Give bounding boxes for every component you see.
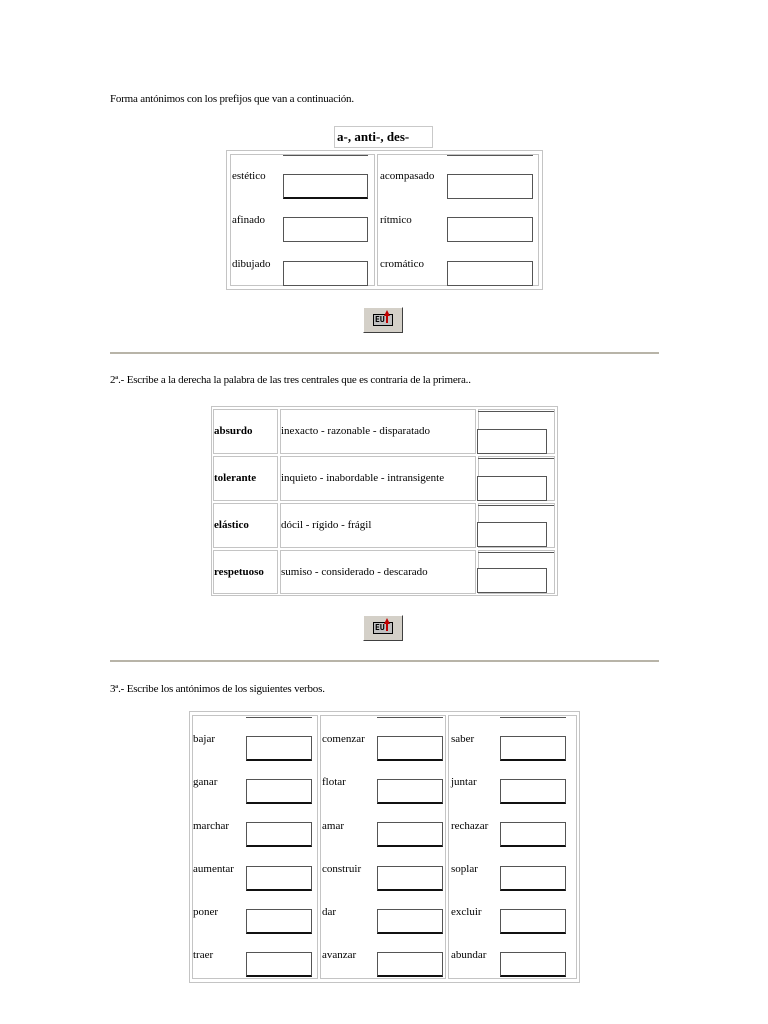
answer-input[interactable] <box>477 522 547 547</box>
answer-input[interactable] <box>477 429 547 454</box>
verb-label: bajar <box>193 733 215 745</box>
row-options: sumiso - considerado - descarado <box>281 566 428 578</box>
check-answers-icon: EU <box>373 314 393 326</box>
answer-input[interactable] <box>377 779 443 804</box>
answer-input[interactable] <box>377 952 443 977</box>
verb-label: construir <box>322 863 362 875</box>
check-answers-button[interactable] <box>363 307 403 333</box>
verb-label: abundar <box>451 949 487 961</box>
row-word: tolerante <box>214 472 257 484</box>
word-label: afinado <box>232 214 265 226</box>
word-label: estético <box>232 170 266 182</box>
section-divider <box>110 352 659 354</box>
cell-top-line <box>377 717 443 718</box>
answer-input[interactable] <box>246 909 312 934</box>
answer-input[interactable] <box>246 952 312 977</box>
instruction-3: 3ª.- Escribe los antónimos de los siguientes verbos. <box>110 683 325 695</box>
verb-label: ganar <box>193 776 218 788</box>
row-word: absurdo <box>214 425 253 437</box>
answer-input[interactable] <box>377 822 443 847</box>
cell-top-line <box>478 458 554 459</box>
check-answers-icon: EU <box>373 622 393 634</box>
answer-input[interactable] <box>377 909 443 934</box>
instruction-1: Forma antónimos con los prefijos que van a continuación. <box>110 93 354 105</box>
verb-label: traer <box>193 949 214 961</box>
verb-label: avanzar <box>322 949 357 961</box>
row-word: elástico <box>214 519 249 531</box>
row-word: respetuoso <box>214 566 264 578</box>
verb-label: rechazar <box>451 820 489 832</box>
answer-input[interactable] <box>246 866 312 891</box>
verb-label: saber <box>451 733 475 745</box>
verb-label: amar <box>322 820 344 832</box>
word-label: rítmico <box>380 214 412 226</box>
cell-top-line <box>246 717 312 718</box>
answer-input[interactable] <box>500 779 566 804</box>
row-options: inquieto - inabordable - intransigente <box>281 472 445 484</box>
answer-input[interactable] <box>283 217 368 242</box>
answer-input[interactable] <box>377 736 443 761</box>
cell-top-line <box>478 552 554 553</box>
answer-input[interactable] <box>447 261 533 286</box>
cell-top-line <box>447 155 533 156</box>
cell-top-line <box>283 155 368 156</box>
verb-label: flotar <box>322 776 346 788</box>
verb-label: poner <box>193 906 219 918</box>
verb-label: aumentar <box>193 863 234 875</box>
answer-input[interactable] <box>500 952 566 977</box>
instruction-2: 2ª.- Escribe a la derecha la palabra de las tres centrales que es contraria de la primera.. <box>110 374 471 386</box>
answer-input[interactable] <box>246 822 312 847</box>
answer-input[interactable] <box>246 736 312 761</box>
answer-input[interactable] <box>283 261 368 286</box>
verb-label: soplar <box>451 863 478 875</box>
cell-top-line <box>500 717 566 718</box>
row-options: inexacto - razonable - disparatado <box>281 425 431 437</box>
row-options: dócil - rígido - frágil <box>281 519 372 531</box>
section-divider <box>110 660 659 662</box>
answer-input[interactable] <box>477 568 547 593</box>
up-arrow-stem <box>386 623 388 631</box>
check-answers-button[interactable] <box>363 615 403 641</box>
answer-input[interactable] <box>500 909 566 934</box>
answer-input[interactable] <box>500 736 566 761</box>
answer-input[interactable] <box>283 174 368 199</box>
answer-input[interactable] <box>500 822 566 847</box>
word-label: acompasado <box>380 170 435 182</box>
verb-label: marchar <box>193 820 230 832</box>
word-label: dibujado <box>232 258 271 270</box>
answer-input[interactable] <box>377 866 443 891</box>
answer-input[interactable] <box>447 217 533 242</box>
cell-top-line <box>478 505 554 506</box>
verb-label: excluir <box>451 906 482 918</box>
word-label: cromático <box>380 258 424 270</box>
prefix-box: a-, anti-, des- <box>334 126 433 148</box>
verb-label: dar <box>322 906 337 918</box>
answer-input[interactable] <box>477 476 547 501</box>
answer-input[interactable] <box>246 779 312 804</box>
answer-input[interactable] <box>500 866 566 891</box>
verb-label: comenzar <box>322 733 365 745</box>
cell-top-line <box>478 411 554 412</box>
up-arrow-stem <box>386 315 388 323</box>
verb-label: juntar <box>451 776 477 788</box>
answer-input[interactable] <box>447 174 533 199</box>
